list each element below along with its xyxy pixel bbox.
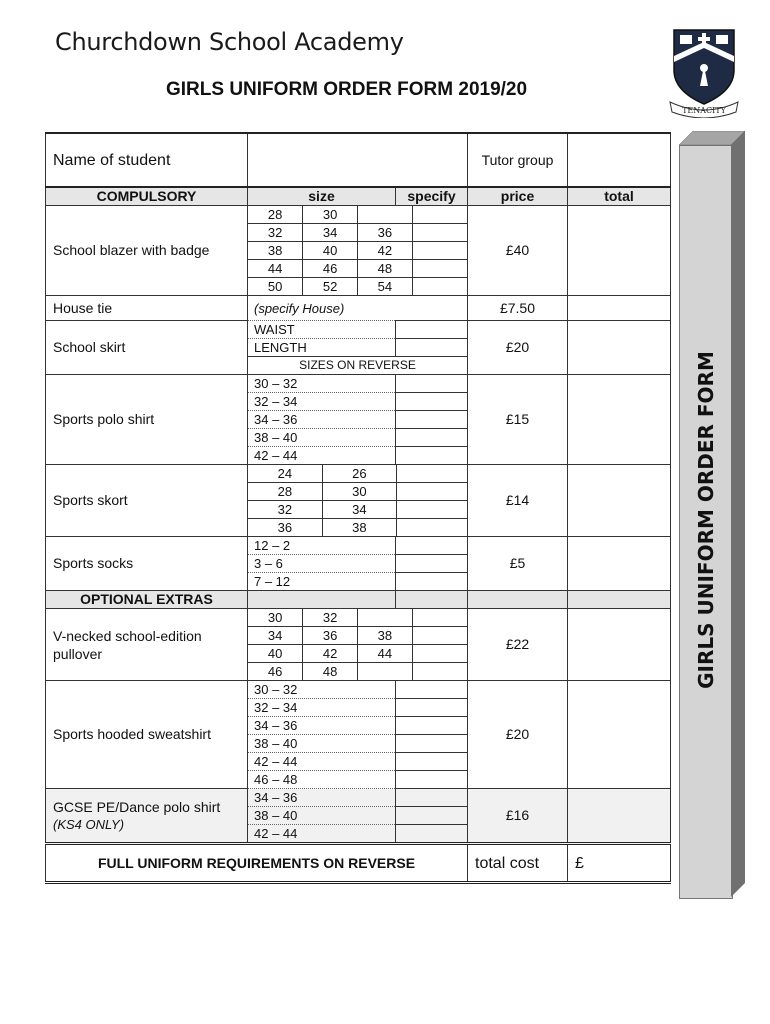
specify-input[interactable] <box>396 447 468 465</box>
item-price: £16 <box>468 789 568 844</box>
specify-input[interactable] <box>396 375 468 393</box>
specify-input[interactable] <box>396 429 468 447</box>
size-option[interactable]: 24 26 <box>248 465 468 483</box>
size-option[interactable]: 42 – 44 <box>248 753 396 771</box>
size-option[interactable]: 7 – 12 <box>248 573 396 591</box>
col-price: price <box>468 187 568 206</box>
size-option[interactable]: 44 46 48 <box>248 260 468 278</box>
total-cost-label: total cost <box>468 844 568 883</box>
item-name: Sports skort <box>46 465 248 537</box>
size-option[interactable]: 38 – 40 <box>248 735 396 753</box>
pullover-row <box>46 609 671 627</box>
item-name: House tie <box>46 296 248 321</box>
specify-input[interactable] <box>396 735 468 753</box>
item-total[interactable] <box>568 375 671 465</box>
size-option[interactable]: 32 – 34 <box>248 699 396 717</box>
size-option[interactable]: 32 34 <box>248 501 468 519</box>
size-option[interactable]: 28 30 <box>248 206 468 224</box>
svg-text:TENACITY: TENACITY <box>682 106 726 115</box>
col-specify: specify <box>396 187 468 206</box>
optional-extras-header: OPTIONAL EXTRAS <box>46 591 248 609</box>
size-option[interactable]: 34 36 38 <box>248 627 468 645</box>
item-total[interactable] <box>568 537 671 591</box>
item-name: School skirt <box>46 321 248 375</box>
item-price: £40 <box>468 206 568 296</box>
item-name: Sports hooded sweatshirt <box>46 681 248 789</box>
specify-input[interactable] <box>396 717 468 735</box>
sidebar-title: GIRLS UNIFORM ORDER FORM <box>694 351 718 689</box>
size-option[interactable]: 42 – 44 <box>248 825 396 844</box>
length-input[interactable] <box>396 339 468 357</box>
sizes-note: SIZES ON REVERSE <box>248 357 468 375</box>
school-name: Churchdown School Academy <box>55 28 404 56</box>
size-option[interactable]: 3 – 6 <box>248 555 396 573</box>
size-option[interactable]: 28 30 <box>248 483 468 501</box>
skirt-row <box>46 321 671 339</box>
size-option[interactable]: 32 – 34 <box>248 393 396 411</box>
item-total[interactable] <box>568 789 671 844</box>
sidebar-3d-top <box>679 131 747 146</box>
size-option[interactable]: 36 38 <box>248 519 468 537</box>
tie-row <box>46 296 671 321</box>
specify-input[interactable] <box>396 393 468 411</box>
tutor-group-input[interactable] <box>568 133 671 187</box>
sidebar-3d-edge <box>731 131 747 901</box>
item-price: £15 <box>468 375 568 465</box>
item-note: (KS4 ONLY) <box>53 816 125 832</box>
specify-input[interactable] <box>396 807 468 825</box>
size-option[interactable]: 34 – 36 <box>248 717 396 735</box>
item-price: £22 <box>468 609 568 681</box>
item-total[interactable] <box>568 206 671 296</box>
col-size: size <box>248 187 396 206</box>
item-total[interactable] <box>568 321 671 375</box>
uniform-requirements-note: FULL UNIFORM REQUIREMENTS ON REVERSE <box>46 844 468 883</box>
size-option[interactable]: 38 – 40 <box>248 807 396 825</box>
size-option[interactable]: 32 34 36 <box>248 224 468 242</box>
tutor-group-label: Tutor group <box>468 133 568 187</box>
item-name: School blazer with badge <box>46 206 248 296</box>
size-option[interactable]: 30 32 <box>248 609 468 627</box>
item-total[interactable] <box>568 465 671 537</box>
total-cost-input[interactable]: £ <box>568 844 671 883</box>
specify-input[interactable] <box>396 699 468 717</box>
student-name-label: Name of student <box>46 133 248 187</box>
col-total: total <box>568 187 671 206</box>
length-label: LENGTH <box>248 339 396 357</box>
size-option[interactable]: 46 – 48 <box>248 771 396 789</box>
size-option[interactable]: 34 – 36 <box>248 411 396 429</box>
specify-input[interactable] <box>396 411 468 429</box>
size-option[interactable]: 30 – 32 <box>248 681 396 699</box>
item-price: £14 <box>468 465 568 537</box>
item-name: Sports socks <box>46 537 248 591</box>
specify-input[interactable] <box>396 771 468 789</box>
item-total[interactable] <box>568 609 671 681</box>
item-total[interactable] <box>568 681 671 789</box>
student-name-input[interactable] <box>248 133 468 187</box>
specify-input[interactable] <box>396 573 468 591</box>
size-option[interactable]: 38 40 42 <box>248 242 468 260</box>
gcse-item-cell <box>46 789 248 844</box>
specify-input[interactable] <box>396 753 468 771</box>
school-crest-logo <box>666 26 742 118</box>
size-option[interactable]: 30 – 32 <box>248 375 396 393</box>
waist-label: WAIST <box>248 321 396 339</box>
hoodie-row <box>46 681 671 699</box>
size-option[interactable]: 40 42 44 <box>248 645 468 663</box>
specify-input[interactable] <box>396 537 468 555</box>
size-option[interactable]: 46 48 <box>248 663 468 681</box>
item-total[interactable] <box>568 296 671 321</box>
size-option[interactable]: 12 – 2 <box>248 537 396 555</box>
specify-input[interactable] <box>396 555 468 573</box>
order-form-table <box>45 132 671 884</box>
item-name: Sports polo shirt <box>46 375 248 465</box>
item-name: V-necked school-edition pullover <box>46 609 248 681</box>
blazer-row <box>46 206 671 224</box>
item-price: £20 <box>468 681 568 789</box>
size-option[interactable]: 50 52 54 <box>248 278 468 296</box>
specify-input[interactable] <box>396 681 468 699</box>
size-option[interactable]: 38 – 40 <box>248 429 396 447</box>
specify-input[interactable] <box>396 789 468 807</box>
col-compulsory: COMPULSORY <box>46 187 248 206</box>
house-specify-field[interactable]: (specify House) <box>248 296 468 321</box>
polo-row <box>46 375 671 393</box>
skort-row <box>46 465 671 483</box>
item-price: £5 <box>468 537 568 591</box>
socks-row <box>46 537 671 555</box>
item-price: £7.50 <box>468 296 568 321</box>
specify-input[interactable] <box>396 825 468 844</box>
item-price: £20 <box>468 321 568 375</box>
size-option[interactable]: 42 – 44 <box>248 447 396 465</box>
size-option[interactable]: 34 – 36 <box>248 789 396 807</box>
item-name: GCSE PE/Dance polo shirt <box>53 798 221 815</box>
form-title: GIRLS UNIFORM ORDER FORM 2019/20 <box>166 79 528 100</box>
waist-input[interactable] <box>396 321 468 339</box>
gcse-row <box>46 789 671 807</box>
